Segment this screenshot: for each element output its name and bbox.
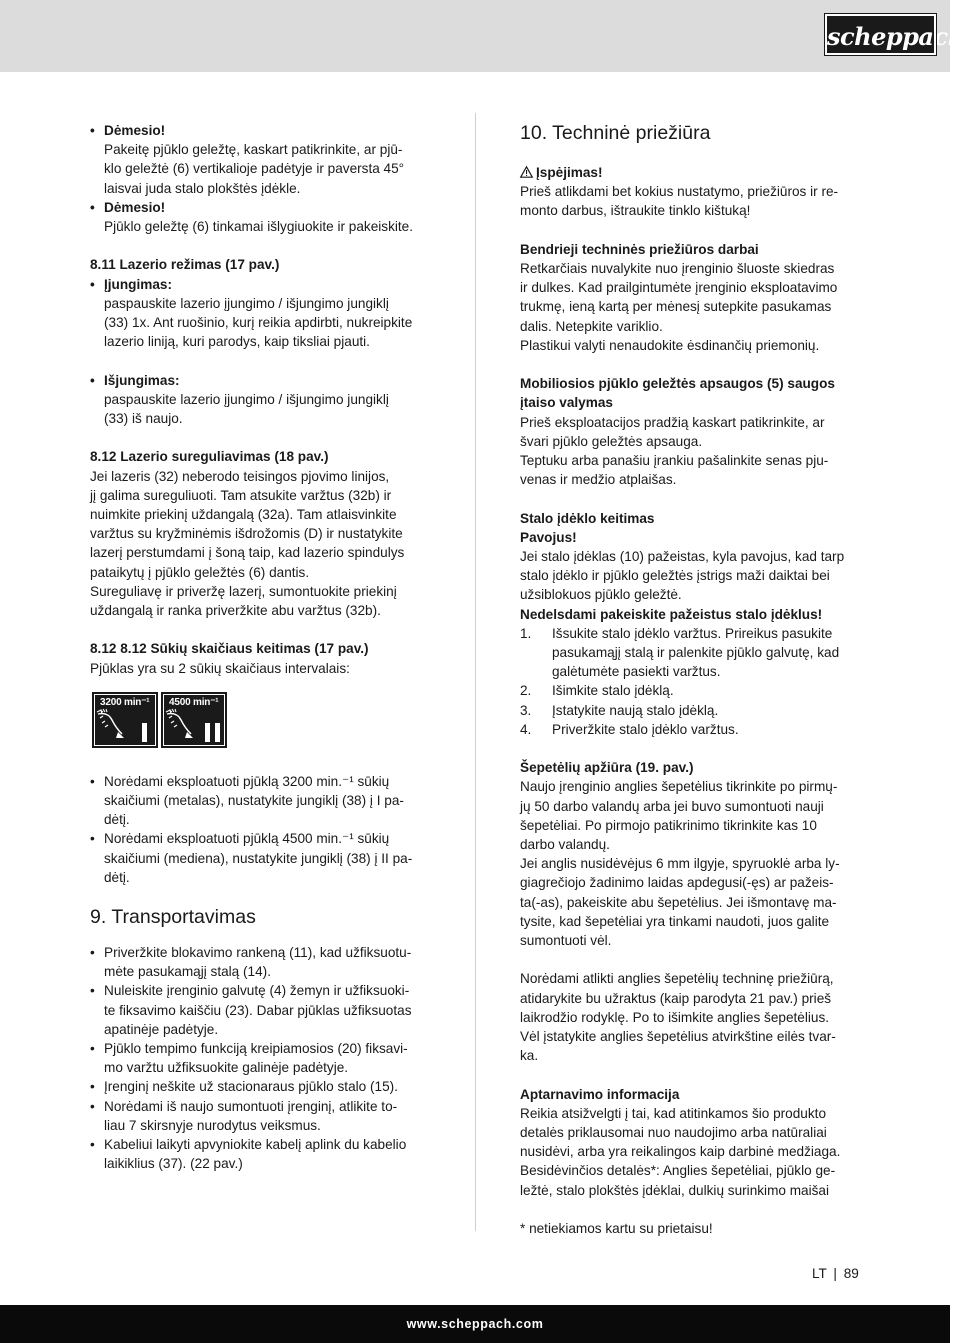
list-item xyxy=(520,720,860,739)
left-column xyxy=(90,121,430,1173)
text-line: Išimkite stalo įdėklą. xyxy=(552,683,674,699)
guard-cleaning-heading-line2: įtaiso valymas xyxy=(520,395,613,411)
service-info-heading: Aptarnavimo informacija xyxy=(520,1086,680,1102)
attention-title: • Dėmesio! xyxy=(104,199,166,215)
text-line: jį galima sureguliuoti. Tam atsukite varžtus (32b) ir xyxy=(90,487,392,503)
rotation-arrow-icon xyxy=(94,694,156,746)
page-num: 89 xyxy=(843,1266,859,1281)
general-maintenance-heading: Bendrieji techninės priežiūros darbai xyxy=(520,241,759,257)
speed-2-label: 4500 min⁻¹ xyxy=(169,696,219,708)
text-line: uždangalą ir ranka priveržkite abu varžtus (32b). xyxy=(90,603,381,619)
text-line: Vėl įstatykite anglies šepetėlius atvirkštine eilės tvar- xyxy=(520,1029,836,1045)
warning-heading xyxy=(520,163,860,182)
text-line: Pakeitę pjūklo geležtę, kaskart patikrinkite, ar pjū- xyxy=(104,142,403,158)
speed-selector-figure xyxy=(92,692,430,748)
text-line: Išsukite stalo įdėklo varžtus. Prireikus pasukite xyxy=(552,625,833,641)
text-line: Naujo įrenginio anglies šepetėlius tikrinkite po pirmų- xyxy=(520,779,838,795)
list-item xyxy=(520,681,860,700)
text-line: ležtė, stalo plokštės įdėklai, dulkių surinkimo maišai xyxy=(520,1182,830,1198)
transport-bullet xyxy=(90,1077,430,1096)
text-line: laisvai juda stalo plokštės įdėkle. xyxy=(104,180,301,196)
text-line: dalis. Netepkite variklio. xyxy=(520,318,663,334)
text-line: (33) iš naujo. xyxy=(104,411,183,427)
text-line: Jei lazeris (32) neberodo teisingos pjovimo linijos, xyxy=(90,468,390,484)
text-line: lazerį perstumdami į šoną taip, kad lazerio spindulys xyxy=(90,545,405,561)
text-line: • Priveržkite blokavimo rankeną (11), kad užfiksuotu- xyxy=(104,945,412,961)
text-line: stalo įdėklo ir pjūklo geležtės įstrigs maži daiktai bei xyxy=(520,568,830,584)
footnote: * netiekiamos kartu su prietaisu! xyxy=(520,1221,713,1237)
text-line: Jei anglis nusidėvėjus 6 mm ilgyje, spyruoklė arba ly- xyxy=(520,856,840,872)
text-line: Norėdami atlikti anglies šepetėlių techninę priežiūrą, xyxy=(520,971,834,987)
text-line: Sureguliavę ir priveržę lazerį, sumontuokite priekinį xyxy=(90,583,397,599)
bullet-title: • Įjungimas: xyxy=(104,276,172,292)
text-line: klo geležtė (6) vertikalioje padėtyje ir paversta 45° xyxy=(104,161,405,177)
text-line: lazerio liniją, kuri parodys, kaip tiksliai pjauti. xyxy=(104,334,370,350)
text-line: paspauskite lazerio įjungimo / išjungimo jungiklį xyxy=(104,391,389,407)
text-line: (33) 1x. Ant ruošinio, kurį reikia apdirbti, nukreipkite xyxy=(104,315,413,331)
guard-cleaning-heading: Mobiliosios pjūklo geležtės apsaugos (5) saugos xyxy=(520,376,835,392)
text-line: Įstatykite naują stalo įdėklą. xyxy=(552,702,719,718)
section-heading-9: 9. Transportavimas xyxy=(90,906,256,929)
text-line: skaičiumi (mediena), nustatykite jungiklį (38) į II pa- xyxy=(104,850,413,866)
text-line: mo varžtu užfiksuokite galinėje padėtyje. xyxy=(104,1060,349,1076)
text-line: nuimkite priekinį uždangalą (32a). Tam atlaisvinkite xyxy=(90,507,397,523)
text-line: ka. xyxy=(520,1048,539,1064)
list-number: 4. xyxy=(520,721,532,737)
page-number xyxy=(812,1264,859,1283)
section-heading-10: 10. Techninė priežiūra xyxy=(520,122,711,144)
text-line: giagrečiojo žadinimo laidas apdegusi(-ęs) ar pažeis- xyxy=(520,875,834,891)
attention-bullet xyxy=(90,198,430,236)
text-line: sumontuoti vėl. xyxy=(520,933,612,949)
list-item xyxy=(520,624,860,682)
text-line: užsiblokuos pjūklo geležtė. xyxy=(520,587,682,603)
footer-url[interactable]: www.scheppach.com xyxy=(406,1317,544,1331)
text-line: dėtį. xyxy=(104,869,130,885)
text-line: • Pjūklo tempimo funkciją kreipiamosios (20) fiksavi- xyxy=(104,1041,408,1057)
text-line: varžtus su kryžminėmis išdrožomis (D) ir nustatykite xyxy=(90,526,403,542)
text-line: švari pjūklo geležtės apsauga. xyxy=(520,433,703,449)
text-line: dėtį. xyxy=(104,812,130,828)
text-line: Priveržkite stalo įdėklo varžtus. xyxy=(552,721,739,737)
text-line: ir dulkes. Kad prailgintumėte įrenginio eksploatavimo xyxy=(520,280,838,296)
text-line: atidarykite bu užraktus (kaip parodyta 21 pav.) prieš xyxy=(520,990,832,1006)
transport-bullet xyxy=(90,943,430,981)
text-line: liau 7 skirsnyje nurodytus veiksmus. xyxy=(104,1117,321,1133)
transport-bullet xyxy=(90,1039,430,1077)
text-line: darbo valandų. xyxy=(520,837,610,853)
section-heading-8-11: 8.11 Lazerio režimas (17 pav.) xyxy=(90,257,280,273)
right-column xyxy=(520,121,860,1238)
text-line: • Nuleiskite įrenginio galvutę (4) žemyn ir užfiksuoki- xyxy=(104,983,410,999)
text-line: trukmę, ieną kartą per mėnesį sutepkite pasukamas xyxy=(520,299,832,315)
transport-bullet xyxy=(90,981,430,1039)
speed-bullet xyxy=(90,772,430,830)
text-line: ta(-as), pakeiskite abu šepetėlius. Jei išmontavę ma- xyxy=(520,894,837,910)
text-line: apatinėje padėtyje. xyxy=(104,1021,219,1037)
text-line: Reikia atsižvelgti į tai, kad atitinkamos šio produkto xyxy=(520,1105,826,1121)
warning-triangle-icon xyxy=(520,166,533,178)
text-line: • Norėdami eksploatuoti pjūklą 3200 min.⁻¹ sūkių xyxy=(104,773,390,789)
text-line: nusidėvi, arba yra reikalingos kaip darbinė medžiaga. xyxy=(520,1144,841,1160)
bullet-title: • Išjungimas: xyxy=(104,372,180,388)
column-divider xyxy=(475,113,476,1231)
text-line: Pjūklo geležtę (6) tinkamai išlygiuokite ir pakeiskite. xyxy=(104,219,414,235)
text-line: Teptuku arba panašiu įrankiu pašalinkite senas pju- xyxy=(520,453,829,469)
text-line: šepetėliai. Po pirmojo patikrinimo tikrinkite kas 10 xyxy=(520,817,817,833)
text-line: Retkarčiais nuvalykite nuo įrenginio šluoste skiedras xyxy=(520,261,835,276)
text-line: Pjūklas yra su 2 sūkių skaičiaus intervalais: xyxy=(90,660,350,676)
brush-inspection-heading: Šepetėlių apžiūra (19. pav.) xyxy=(520,760,694,776)
text-line: jų 50 darbo valandų arba jei buvo sumontuoti nauji xyxy=(520,798,824,814)
text-line: pataikytų į pjūklo geležtės (6) dantis. xyxy=(90,564,310,580)
text-line: laikrodžio rodyklę. Po to išimkite anglies šepetėlius. xyxy=(520,1009,830,1025)
section-heading-8-12: 8.12 Lazerio sureguliavimas (18 pav.) xyxy=(90,449,329,465)
text-line: Prieš eksploatacijos pradžią kaskart patikrinkite, ar xyxy=(520,414,825,430)
list-number: 1. xyxy=(520,625,532,641)
text-line: Prieš atlikdami bet kokius nustatymo, priežiūros ir re- xyxy=(520,184,839,200)
text-line: mėte pasukamąjį stalą (14). xyxy=(104,964,271,980)
text-line: galėtumėte pasiekti varžtus. xyxy=(552,664,721,680)
text-line: • Įrenginį neškite už stacionaraus pjūklo stalo (15). xyxy=(104,1079,398,1095)
attention-bullet xyxy=(90,121,430,198)
laser-off-bullet xyxy=(90,371,430,429)
text-line: • Norėdami eksploatuoti pjūklą 4500 min.⁻¹ sūkių xyxy=(104,831,390,847)
text-line: • Kabeliui laikyti apvyniokite kabelį aplink du kabelio xyxy=(104,1137,407,1153)
replace-heading: Nedelsdami pakeiskite pažeistus stalo įdėklus! xyxy=(520,606,823,622)
danger-title: Pavojus! xyxy=(520,529,577,545)
text-line: tysite, kad šepetėliai yra tinkami naudoti, juos galite xyxy=(520,913,830,929)
scheppach-logo: scheppach xyxy=(825,14,936,55)
attention-title: • Dėmesio! xyxy=(104,123,166,138)
transport-bullet xyxy=(90,1097,430,1135)
text-line: skaičiumi (metalas), nustatykite jungiklį (38) į I pa- xyxy=(104,793,404,809)
text-line: monto darbus, ištraukite tinklo kištuką! xyxy=(520,203,751,219)
text-line: paspauskite lazerio įjungimo / išjungimo jungiklį xyxy=(104,295,389,311)
warning-title: Įspėjimas! xyxy=(536,165,603,180)
text-line: te fiksavimo kaiščiu (23). Dabar pjūklas užfiksuotas xyxy=(104,1002,412,1018)
speed-2-panel xyxy=(161,692,227,748)
text-line: Jei stalo įdėklas (10) pažeistas, kyla pavojus, kad tarp xyxy=(520,549,845,565)
list-item xyxy=(520,701,860,720)
footer-bar xyxy=(0,1305,950,1343)
text-line: Besidėvinčios detalės*: Anglies šepetėliai, pjūklo ge- xyxy=(520,1163,836,1179)
list-number: 2. xyxy=(520,683,532,699)
speed-1-label: 3200 min⁻¹ xyxy=(100,696,150,708)
text-line: Plastikui valyti nenaudokite ėsdinančių priemonių. xyxy=(520,337,820,353)
section-heading-8-12b: 8.12 8.12 Sūkių skaičiaus keitimas (17 pav.) xyxy=(90,641,369,657)
speed-bullet xyxy=(90,829,430,887)
page-separator: | xyxy=(833,1266,837,1281)
transport-bullet xyxy=(90,1135,430,1173)
table-insert-heading: Stalo įdėklo keitimas xyxy=(520,510,655,526)
text-line: • Norėdami iš naujo sumontuoti įrenginį, atlikite to- xyxy=(104,1098,398,1114)
text-line: laikiklius (37). (22 pav.) xyxy=(104,1156,243,1172)
list-number: 3. xyxy=(520,702,532,718)
text-line: detalės priklausomai nuo naudojimo arba natūraliai xyxy=(520,1125,827,1141)
rotation-arrow-icon xyxy=(163,694,225,746)
page-lang: LT xyxy=(812,1266,827,1281)
text-line: venas ir medžio atplaišas. xyxy=(520,472,677,488)
speed-1-panel xyxy=(92,692,158,748)
text-line: pasukamąjį stalą ir palenkite pjūklo galvutę, kad xyxy=(552,645,840,661)
laser-on-bullet xyxy=(90,275,430,352)
header-bar xyxy=(0,0,965,72)
